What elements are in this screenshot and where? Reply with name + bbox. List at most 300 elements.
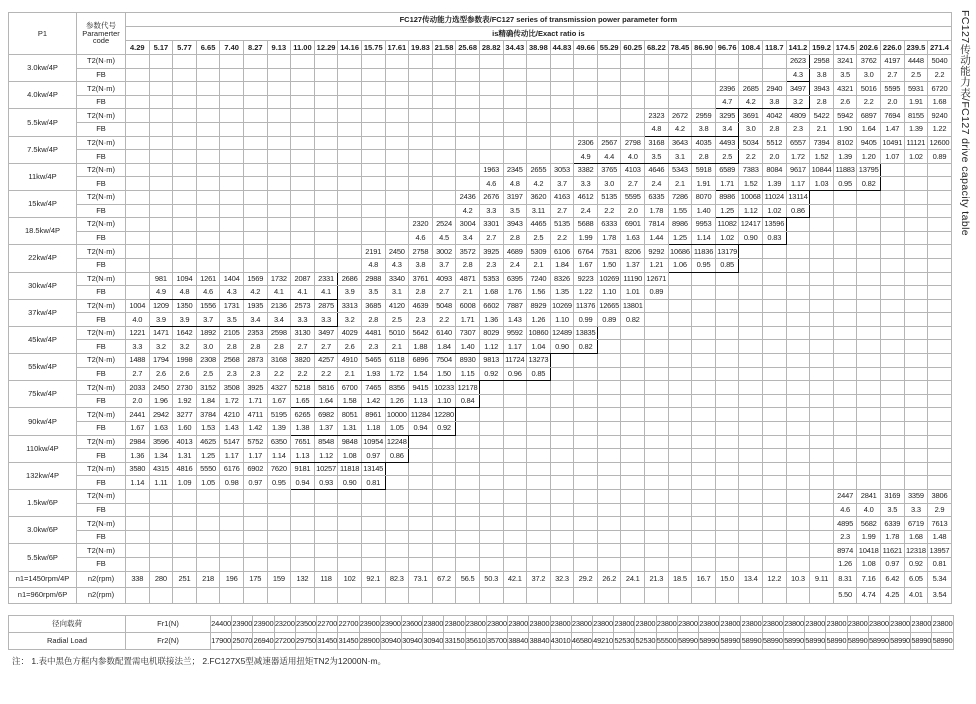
fb-cell [338, 150, 362, 164]
t2-cell: 3596 [149, 435, 173, 449]
n2-cell [763, 587, 787, 603]
fb-cell [833, 204, 857, 218]
t2-cell: 7814 [645, 218, 669, 232]
t2-cell [503, 435, 527, 449]
t2-cell [904, 190, 928, 204]
fb-cell [621, 557, 645, 571]
fb-cell: 3.2 [786, 95, 810, 109]
t2-cell [810, 381, 834, 395]
t2-row [9, 55, 952, 69]
t2-cell [456, 136, 480, 150]
fr-cell: 27200 [274, 632, 295, 649]
t2-cell: 6265 [291, 408, 315, 422]
fb-label: FB [77, 557, 126, 571]
fb-cell: 2.8 [267, 340, 291, 354]
t2-cell: 6008 [456, 299, 480, 313]
t2-cell [409, 435, 433, 449]
t2-cell [692, 326, 716, 340]
fb-cell [810, 367, 834, 381]
fb-cell [739, 340, 763, 354]
fb-cell: 2.2 [739, 150, 763, 164]
fb-cell [739, 530, 763, 544]
fb-cell [149, 557, 173, 571]
fb-cell: 2.7 [621, 177, 645, 191]
t2-cell: 2136 [267, 299, 291, 313]
fb-cell: 1.52 [739, 177, 763, 191]
t2-cell [881, 245, 905, 259]
ratio-header-cell: 108.4 [739, 41, 763, 55]
t2-cell [409, 462, 433, 476]
fb-cell: 1.72 [385, 367, 409, 381]
fb-cell [692, 476, 716, 490]
fb-cell [291, 557, 315, 571]
fr-cell: 58990 [762, 632, 783, 649]
n2-cell: 5.34 [928, 571, 952, 587]
t2-cell [126, 490, 150, 504]
t2-cell: 8961 [361, 408, 385, 422]
n2-cell: 251 [173, 571, 197, 587]
fb-cell [173, 150, 197, 164]
t2-cell [786, 408, 810, 422]
fb-cell [126, 122, 150, 136]
t2-cell [574, 408, 598, 422]
fb-cell [503, 150, 527, 164]
t2-cell [432, 55, 456, 69]
t2-cell [409, 190, 433, 204]
fb-cell: 3.9 [149, 313, 173, 327]
t2-cell [763, 381, 787, 395]
t2-cell: 5918 [692, 163, 716, 177]
fb-cell [314, 503, 338, 517]
n2-cell [668, 587, 692, 603]
t2-cell [243, 82, 267, 96]
fb-cell [267, 258, 291, 272]
power-label: 15kw/4P [9, 190, 77, 217]
fb-cell: 0.82 [621, 313, 645, 327]
t2-cell [692, 82, 716, 96]
ratio-header-cell: 21.58 [432, 41, 456, 55]
fr-cell: 23800 [911, 615, 932, 632]
t2-cell: 3053 [550, 163, 574, 177]
fb-cell: 3.1 [668, 150, 692, 164]
fb-cell [527, 557, 551, 571]
fb-cell: 3.4 [243, 313, 267, 327]
fb-cell [715, 313, 739, 327]
fb-cell [432, 503, 456, 517]
fb-cell [574, 476, 598, 490]
fb-cell: 1.22 [574, 286, 598, 300]
t2-cell [645, 354, 669, 368]
fb-cell: 2.2 [857, 95, 881, 109]
t2-cell [220, 163, 244, 177]
t2-cell: 7240 [527, 272, 551, 286]
fb-cell: 3.8 [409, 258, 433, 272]
ratio-header-cell: 68.22 [645, 41, 669, 55]
n2-cell: 5.50 [833, 587, 857, 603]
fb-cell [810, 530, 834, 544]
fb-cell [432, 122, 456, 136]
t2-cell: 6106 [550, 245, 574, 259]
n2-cell [527, 587, 551, 603]
t2-cell: 2353 [243, 326, 267, 340]
fb-cell [456, 95, 480, 109]
t2-cell: 2320 [409, 218, 433, 232]
t2-cell [243, 245, 267, 259]
fb-cell [763, 476, 787, 490]
ratio-header-cell: 44.83 [550, 41, 574, 55]
fb-cell: 3.1 [385, 286, 409, 300]
t2-cell [314, 109, 338, 123]
t2-cell [432, 190, 456, 204]
t2-cell [597, 408, 621, 422]
t2-cell [715, 272, 739, 286]
t2-row [9, 190, 952, 204]
fb-cell: 0.93 [314, 476, 338, 490]
t2-cell [715, 435, 739, 449]
fb-cell [338, 122, 362, 136]
t2-cell [432, 82, 456, 96]
fb-cell: 1.48 [928, 530, 952, 544]
t2-row [9, 82, 952, 96]
fb-cell [291, 231, 315, 245]
t2-cell: 6395 [503, 272, 527, 286]
t2-cell [810, 408, 834, 422]
fr-cell: 23800 [571, 615, 592, 632]
fb-cell [409, 449, 433, 463]
t2-cell: 7465 [361, 381, 385, 395]
fr-cell: 23800 [762, 615, 783, 632]
t2-cell: 7394 [810, 136, 834, 150]
fb-cell [432, 204, 456, 218]
t2-cell: 1209 [149, 299, 173, 313]
t2-cell: 8084 [763, 163, 787, 177]
fr-cell: 23200 [274, 615, 295, 632]
t2-cell [739, 55, 763, 69]
t2-cell [597, 490, 621, 504]
fr-cell: 30940 [423, 632, 444, 649]
n2-cell: 7.16 [857, 571, 881, 587]
t2-cell [267, 82, 291, 96]
t2-cell: 12280 [432, 408, 456, 422]
t2-row [9, 245, 952, 259]
fb-cell [881, 258, 905, 272]
t2-cell [126, 163, 150, 177]
t2-cell: 1471 [149, 326, 173, 340]
ratio-header-cell: 12.29 [314, 41, 338, 55]
t2-row [9, 490, 952, 504]
fb-cell [291, 150, 315, 164]
n2-cell: 4.01 [904, 587, 928, 603]
t2-cell: 13273 [527, 354, 551, 368]
fb-cell [645, 422, 669, 436]
fb-cell [503, 530, 527, 544]
fb-cell [385, 122, 409, 136]
fb-cell [857, 258, 881, 272]
t2-cell: 4327 [267, 381, 291, 395]
ratio-header-cell: 6.65 [196, 41, 220, 55]
t2-cell: 2730 [173, 381, 197, 395]
t2-cell: 3152 [196, 381, 220, 395]
fb-cell [739, 449, 763, 463]
power-label: 5.5kw/4P [9, 109, 77, 136]
fb-cell: 4.8 [645, 122, 669, 136]
t2-label: T2(N·m) [77, 408, 126, 422]
fb-cell [739, 422, 763, 436]
fb-cell [739, 258, 763, 272]
fb-cell [267, 150, 291, 164]
t2-cell: 5550 [196, 462, 220, 476]
fb-cell [692, 340, 716, 354]
t2-cell: 5309 [527, 245, 551, 259]
t2-cell [574, 435, 598, 449]
fb-cell [196, 177, 220, 191]
fb-cell [456, 449, 480, 463]
fb-cell [361, 557, 385, 571]
fr-cell: 58990 [677, 632, 698, 649]
t2-cell: 3580 [126, 462, 150, 476]
t2-cell: 11818 [338, 462, 362, 476]
fb-cell [574, 422, 598, 436]
t2-cell: 9405 [857, 136, 881, 150]
fb-cell [692, 530, 716, 544]
t2-cell: 3004 [456, 218, 480, 232]
n2-cell: 42.1 [503, 571, 527, 587]
fb-cell [786, 340, 810, 354]
t2-cell [739, 326, 763, 340]
t2-cell [243, 136, 267, 150]
n2-cell [597, 587, 621, 603]
fb-cell: 3.9 [173, 313, 197, 327]
fr-cell: 23800 [592, 615, 613, 632]
t2-cell [645, 517, 669, 531]
fb-cell [597, 95, 621, 109]
t2-cell [786, 435, 810, 449]
fb-cell [763, 503, 787, 517]
fb-cell [692, 286, 716, 300]
fb-cell: 3.7 [196, 313, 220, 327]
fr-cell: 17900 [211, 632, 232, 649]
t2-cell: 8974 [833, 544, 857, 558]
fb-cell: 2.4 [503, 258, 527, 272]
t2-cell: 1488 [126, 354, 150, 368]
fb-cell [668, 530, 692, 544]
t2-cell [692, 55, 716, 69]
t2-cell: 4910 [338, 354, 362, 368]
fb-cell [810, 340, 834, 354]
t2-cell [621, 517, 645, 531]
fb-cell [149, 177, 173, 191]
power-label: 5.5kw/6P [9, 544, 77, 571]
fb-cell [739, 313, 763, 327]
t2-cell: 3820 [291, 354, 315, 368]
t2-cell: 8986 [668, 218, 692, 232]
t2-cell: 4646 [645, 163, 669, 177]
t2-cell [267, 109, 291, 123]
fb-cell [527, 394, 551, 408]
t2-cell: 2567 [597, 136, 621, 150]
t2-cell [904, 245, 928, 259]
fr-code-label: Fr1(N) [126, 615, 211, 632]
fb-cell [527, 122, 551, 136]
t2-cell [314, 544, 338, 558]
fr-cell: 23800 [741, 615, 762, 632]
ratio-header-cell: 15.75 [361, 41, 385, 55]
t2-cell [668, 272, 692, 286]
n2-cell: 9.11 [810, 571, 834, 587]
t2-cell [763, 517, 787, 531]
t2-cell: 2655 [527, 163, 551, 177]
fb-cell: 1.09 [173, 476, 197, 490]
fb-cell [243, 95, 267, 109]
t2-cell [385, 55, 409, 69]
n2-cell: 132 [291, 571, 315, 587]
t2-cell: 3761 [409, 272, 433, 286]
t2-cell [881, 299, 905, 313]
n2-cell: 8.31 [833, 571, 857, 587]
fb-cell [338, 177, 362, 191]
fb-cell [243, 204, 267, 218]
fb-cell [574, 95, 598, 109]
fb-cell: 2.7 [314, 340, 338, 354]
fb-cell [196, 557, 220, 571]
t2-cell [456, 109, 480, 123]
t2-cell: 7887 [503, 299, 527, 313]
ratio-header-cell: 28.82 [479, 41, 503, 55]
t2-cell [149, 136, 173, 150]
ratio-header-cell: 9.13 [267, 41, 291, 55]
t2-cell [456, 490, 480, 504]
fb-cell [857, 422, 881, 436]
t2-cell [597, 326, 621, 340]
fb-cell [928, 313, 952, 327]
fb-cell [550, 449, 574, 463]
fb-cell: 1.63 [149, 422, 173, 436]
fb-cell [479, 68, 503, 82]
n2-cell [692, 587, 716, 603]
fb-cell [692, 367, 716, 381]
radial-row [9, 615, 954, 632]
fb-cell [786, 530, 810, 544]
ratio-header-cell: 4.29 [126, 41, 150, 55]
t2-cell [173, 190, 197, 204]
fb-cell [361, 204, 385, 218]
fb-cell [833, 449, 857, 463]
t2-cell: 3295 [715, 109, 739, 123]
n2-cell [409, 587, 433, 603]
t2-cell [715, 462, 739, 476]
t2-cell [409, 82, 433, 96]
fb-cell [527, 150, 551, 164]
t2-cell: 3277 [173, 408, 197, 422]
fb-cell [881, 231, 905, 245]
n2-cell: 118 [314, 571, 338, 587]
t2-cell [715, 354, 739, 368]
t2-cell [503, 517, 527, 531]
fb-cell: 3.4 [456, 231, 480, 245]
fb-cell [597, 557, 621, 571]
t2-cell: 9617 [786, 163, 810, 177]
t2-cell [621, 490, 645, 504]
t2-cell [314, 136, 338, 150]
n2-cell: 15.0 [715, 571, 739, 587]
fb-label: FB [77, 394, 126, 408]
t2-cell: 1556 [196, 299, 220, 313]
t2-cell [574, 462, 598, 476]
t2-cell [739, 245, 763, 259]
fb-cell: 1.68 [904, 530, 928, 544]
n2-cell: 175 [243, 571, 267, 587]
fr-cell: 52530 [614, 632, 635, 649]
t2-cell [291, 544, 315, 558]
fb-cell: 1.26 [833, 557, 857, 571]
fb-cell [385, 204, 409, 218]
t2-cell: 5422 [810, 109, 834, 123]
fb-cell: 0.89 [645, 286, 669, 300]
fb-cell: 4.6 [409, 231, 433, 245]
fr-cell: 58990 [720, 632, 741, 649]
fb-cell: 0.90 [550, 340, 574, 354]
fb-row [9, 204, 952, 218]
fb-cell [668, 340, 692, 354]
fb-cell [928, 231, 952, 245]
fb-cell: 1.60 [173, 422, 197, 436]
fb-cell [692, 68, 716, 82]
fb-cell [503, 476, 527, 490]
t2-cell [928, 272, 952, 286]
fb-cell [857, 231, 881, 245]
t2-cell [479, 109, 503, 123]
fb-cell: 1.84 [196, 394, 220, 408]
fb-label: FB [77, 286, 126, 300]
fb-cell: 0.94 [291, 476, 315, 490]
fb-cell: 1.39 [267, 422, 291, 436]
fb-cell [763, 258, 787, 272]
t2-cell [928, 354, 952, 368]
t2-cell [361, 517, 385, 531]
t2-cell [810, 326, 834, 340]
n2-cell: 16.7 [692, 571, 716, 587]
fb-cell [338, 68, 362, 82]
t2-cell [857, 462, 881, 476]
ratio-header-cell: 239.5 [904, 41, 928, 55]
t2-cell [267, 490, 291, 504]
t2-cell [385, 517, 409, 531]
t2-cell [904, 381, 928, 395]
fb-cell: 1.17 [243, 449, 267, 463]
n2-cell: 6.05 [904, 571, 928, 587]
fb-cell: 4.8 [503, 177, 527, 191]
fb-cell [597, 476, 621, 490]
t2-cell: 13795 [857, 163, 881, 177]
t2-cell: 1935 [243, 299, 267, 313]
n2-cell [361, 587, 385, 603]
fb-cell [479, 530, 503, 544]
t2-cell [527, 408, 551, 422]
fb-cell [479, 476, 503, 490]
t2-cell [503, 490, 527, 504]
fb-cell [881, 367, 905, 381]
n2-cell [314, 587, 338, 603]
radial-load-label: Radial Load [9, 632, 126, 649]
fb-cell [173, 258, 197, 272]
n2-cell: 3.54 [928, 587, 952, 603]
fb-cell [763, 394, 787, 408]
fb-cell [810, 503, 834, 517]
t2-cell [173, 245, 197, 259]
t2-cell [550, 462, 574, 476]
fr-cell: 58990 [783, 632, 804, 649]
fb-cell [361, 68, 385, 82]
